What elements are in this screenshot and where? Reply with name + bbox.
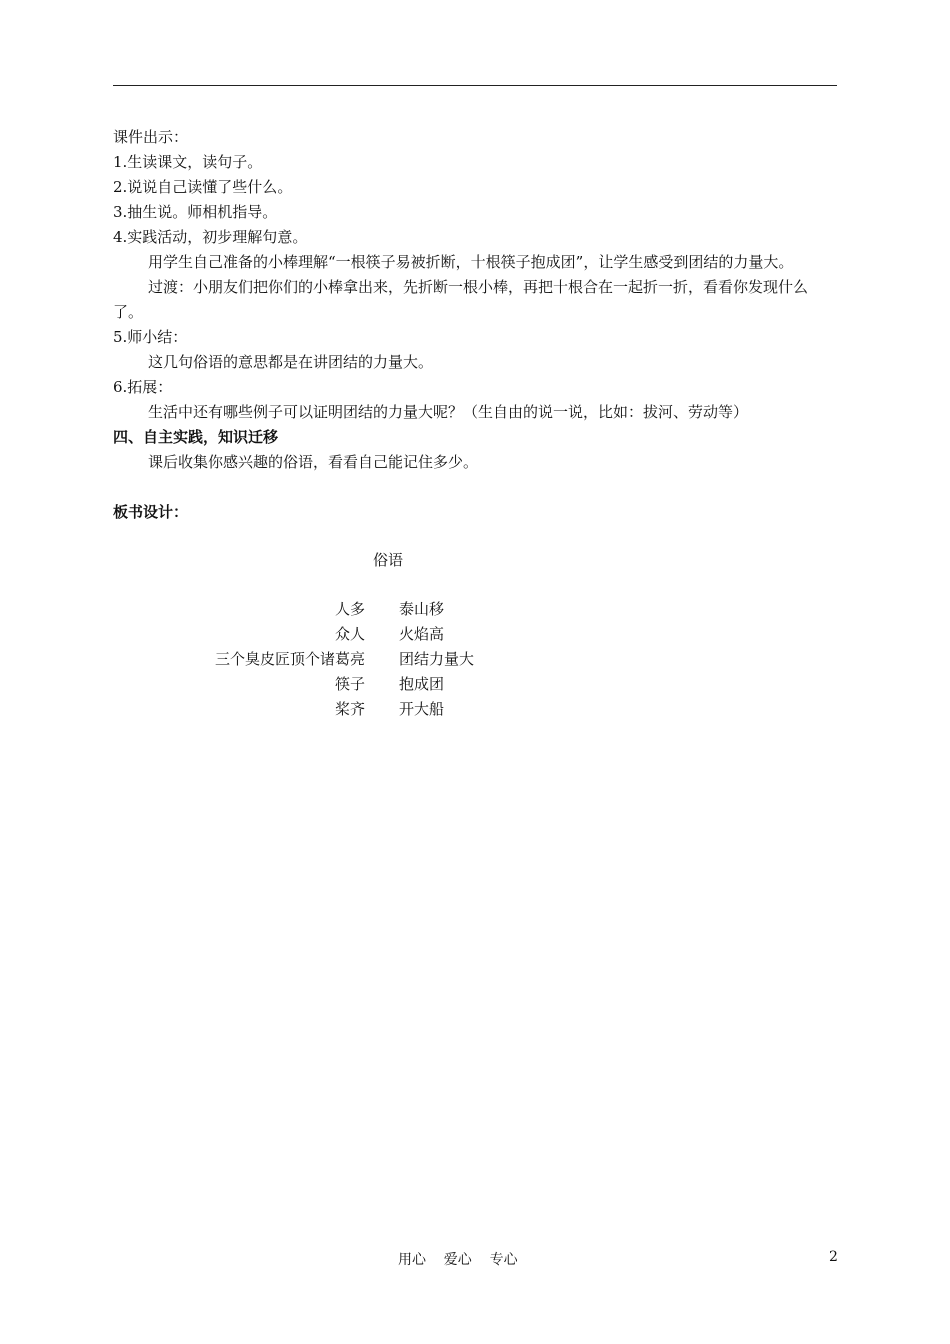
board-left-text: 人多 xyxy=(334,600,365,618)
board-right-text: 开大船 xyxy=(399,700,445,718)
body-line: 4.实践活动，初步理解句意。 xyxy=(113,228,308,246)
board-right-text: 抱成团 xyxy=(399,675,445,693)
body-line: 课后收集你感兴趣的俗语，看看自己能记住多少。 xyxy=(148,453,479,471)
body-line: 生活中还有哪些例子可以证明团结的力量大呢？（生自由的说一说，比如：拔河、劳动等） xyxy=(148,403,749,421)
board-right-text: 火焰高 xyxy=(399,625,445,643)
board-right-text: 泰山移 xyxy=(399,600,445,618)
body-line: 6.拓展： xyxy=(113,378,173,396)
footer-motto: 用心 爱心 专心 xyxy=(398,1252,518,1268)
body-line: 这几句俗语的意思都是在讲团结的力量大。 xyxy=(148,353,434,371)
body-paragraph: 过渡：小朋友们把你们的小棒拿出来，先折断一根小棒，再把十根合在一起折一折，看看你发现什么了。 xyxy=(113,278,809,321)
board-left-text: 三个臭皮匠顶个诸葛亮 xyxy=(214,650,365,668)
body-line: 课件出示： xyxy=(113,128,189,146)
blank-line xyxy=(113,475,837,500)
board-left-text: 桨齐 xyxy=(334,700,365,718)
board-row xyxy=(150,597,474,622)
header-rule xyxy=(113,85,837,86)
board-right-text: 团结力量大 xyxy=(399,650,475,668)
board-left-text: 众人 xyxy=(334,625,365,643)
body-line: 5.师小结： xyxy=(113,328,188,346)
board-row xyxy=(150,622,474,647)
board-left-text: 筷子 xyxy=(334,675,365,693)
board-row xyxy=(150,647,474,672)
section-heading: 板书设计： xyxy=(113,503,189,521)
board-row xyxy=(150,672,474,697)
body-paragraph: 用学生自己准备的小棒理解“一根筷子易被折断，十根筷子抱成团”，让学生感受到团结的力量大。 xyxy=(148,253,794,271)
body-line: 2.说说自己读懂了些什么。 xyxy=(113,178,293,196)
section-heading: 四、自主实践，知识迁移 xyxy=(113,428,279,446)
body-line: 1.生读课文，读句子。 xyxy=(113,153,263,171)
board-title: 俗语 xyxy=(373,551,404,569)
body-line: 3.抽生说。师相机指导。 xyxy=(113,203,278,221)
board-design xyxy=(150,597,474,722)
page-number: 2 xyxy=(829,1249,838,1265)
board-row xyxy=(150,697,474,722)
document-body xyxy=(113,125,837,525)
